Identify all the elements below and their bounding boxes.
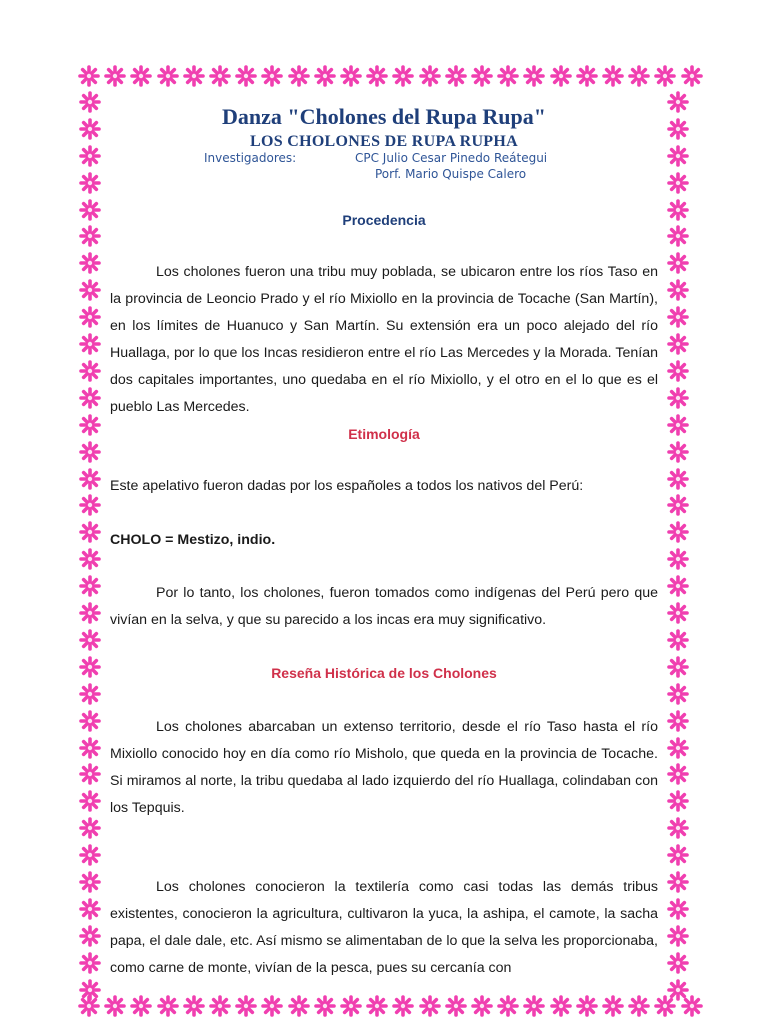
pink-asterisk-flower-icon [104, 995, 126, 1017]
pink-asterisk-flower-icon [523, 65, 545, 87]
flower-border-bottom [78, 994, 690, 1018]
pink-asterisk-flower-icon [79, 817, 101, 839]
paragraph-etimologia-2: Por lo tanto, los cholones, fueron tomados como indígenas del Perú pero que vivían en la selva, y que su parecido a los incas era muy significativo. [110, 585, 658, 628]
pink-asterisk-flower-icon [79, 172, 101, 194]
investigators-label: Investigadores: [204, 151, 297, 165]
pink-asterisk-flower-icon [602, 65, 624, 87]
pink-asterisk-flower-icon [667, 441, 689, 463]
flower-border-top [78, 64, 690, 88]
pink-asterisk-flower-icon [130, 995, 152, 1017]
document-subtitle: LOS CHOLONES DE RUPA RUPHA [250, 133, 518, 150]
pink-asterisk-flower-icon [667, 279, 689, 301]
paragraph-resena-1: Los cholones abarcaban un extenso territorio, desde el río Taso hasta el río Mixiollo conocido hoy en día como río Misholo, que queda en la provincia de Tocache. Si miramos al norte, la tribu quedaba al lado izquierdo del río Huallaga, colindaban con los Tepquis. [110, 719, 658, 816]
pink-asterisk-flower-icon [79, 306, 101, 328]
pink-asterisk-flower-icon [340, 65, 362, 87]
heading-procedencia: Procedencia [342, 212, 426, 228]
pink-asterisk-flower-icon [667, 494, 689, 516]
pink-asterisk-flower-icon [667, 225, 689, 247]
pink-asterisk-flower-icon [667, 871, 689, 893]
pink-asterisk-flower-icon [667, 817, 689, 839]
pink-asterisk-flower-icon [79, 387, 101, 409]
pink-asterisk-flower-icon [667, 898, 689, 920]
pink-asterisk-flower-icon [79, 602, 101, 624]
pink-asterisk-flower-icon [628, 65, 650, 87]
pink-asterisk-flower-icon [667, 710, 689, 732]
pink-asterisk-flower-icon [183, 65, 205, 87]
pink-asterisk-flower-icon [79, 710, 101, 732]
pink-asterisk-flower-icon [497, 65, 519, 87]
pink-asterisk-flower-icon [419, 65, 441, 87]
pink-asterisk-flower-icon [445, 995, 467, 1017]
pink-asterisk-flower-icon [235, 65, 257, 87]
document-title: Danza "Cholones del Rupa Rupa" [222, 104, 546, 129]
pink-asterisk-flower-icon [667, 521, 689, 543]
pink-asterisk-flower-icon [667, 360, 689, 382]
pink-asterisk-flower-icon [667, 252, 689, 274]
pink-asterisk-flower-icon [667, 575, 689, 597]
pink-asterisk-flower-icon [79, 898, 101, 920]
pink-asterisk-flower-icon [667, 790, 689, 812]
pink-asterisk-flower-icon [209, 995, 231, 1017]
pink-asterisk-flower-icon [157, 65, 179, 87]
pink-asterisk-flower-icon [667, 979, 689, 1001]
pink-asterisk-flower-icon [79, 468, 101, 490]
definition-cholo: CHOLO = Mestizo, indio. [110, 532, 276, 548]
pink-asterisk-flower-icon [667, 306, 689, 328]
pink-asterisk-flower-icon [314, 65, 336, 87]
pink-asterisk-flower-icon [667, 844, 689, 866]
pink-asterisk-flower-icon [667, 333, 689, 355]
pink-asterisk-flower-icon [667, 763, 689, 785]
pink-asterisk-flower-icon [314, 995, 336, 1017]
pink-asterisk-flower-icon [667, 387, 689, 409]
pink-asterisk-flower-icon [497, 995, 519, 1017]
pink-asterisk-flower-icon [667, 952, 689, 974]
pink-asterisk-flower-icon [79, 252, 101, 274]
pink-asterisk-flower-icon [79, 360, 101, 382]
pink-asterisk-flower-icon [261, 65, 283, 87]
pink-asterisk-flower-icon [288, 995, 310, 1017]
pink-asterisk-flower-icon [79, 333, 101, 355]
pink-asterisk-flower-icon [667, 925, 689, 947]
pink-asterisk-flower-icon [79, 575, 101, 597]
pink-asterisk-flower-icon [79, 979, 101, 1001]
pink-asterisk-flower-icon [667, 172, 689, 194]
pink-asterisk-flower-icon [79, 952, 101, 974]
pink-asterisk-flower-icon [419, 995, 441, 1017]
pink-asterisk-flower-icon [79, 279, 101, 301]
pink-asterisk-flower-icon [667, 683, 689, 705]
pink-asterisk-flower-icon [550, 995, 572, 1017]
pink-asterisk-flower-icon [667, 737, 689, 759]
pink-asterisk-flower-icon [445, 65, 467, 87]
pink-asterisk-flower-icon [104, 65, 126, 87]
pink-asterisk-flower-icon [602, 995, 624, 1017]
heading-resena: Reseña Histórica de los Cholones [271, 665, 497, 681]
pink-asterisk-flower-icon [471, 995, 493, 1017]
pink-asterisk-flower-icon [628, 995, 650, 1017]
pink-asterisk-flower-icon [550, 65, 572, 87]
paragraph-etimologia-1: Este apelativo fueron dadas por los españoles a todos los nativos del Perú: [110, 478, 584, 494]
pink-asterisk-flower-icon [667, 629, 689, 651]
pink-asterisk-flower-icon [79, 925, 101, 947]
pink-asterisk-flower-icon [340, 995, 362, 1017]
pink-asterisk-flower-icon [79, 629, 101, 651]
investigator-2: Porf. Mario Quispe Calero [375, 167, 527, 181]
pink-asterisk-flower-icon [667, 548, 689, 570]
pink-asterisk-flower-icon [79, 494, 101, 516]
pink-asterisk-flower-icon [130, 65, 152, 87]
pink-asterisk-flower-icon [366, 65, 388, 87]
pink-asterisk-flower-icon [79, 871, 101, 893]
pink-asterisk-flower-icon [235, 995, 257, 1017]
pink-asterisk-flower-icon [288, 65, 310, 87]
pink-asterisk-flower-icon [366, 995, 388, 1017]
pink-asterisk-flower-icon [79, 737, 101, 759]
pink-asterisk-flower-icon [183, 995, 205, 1017]
pink-asterisk-flower-icon [209, 65, 231, 87]
paragraph-procedencia: Los cholones fueron una tribu muy poblada, se ubicaron entre los ríos Taso en la provincia de Leoncio Prado y el río Mixiollo en la provincia de Tocache (San Martín), en los límites de Huanuco y San Martín. Su extensión era un poco alejado del río Huallaga, por lo que los Incas residieron entre el río Las Mercedes y la Morada. Tenían dos capitales importantes, uno quedaba en el río Mixiollo, y el otro en el lo que es el pueblo Las Mercedes. [110, 264, 658, 415]
pink-asterisk-flower-icon [79, 844, 101, 866]
pink-asterisk-flower-icon [79, 683, 101, 705]
paragraph-resena-2: Los cholones conocieron la textilería como casi todas las demás tribus existentes, conocieron la agricultura, cultivaron la yuca, la ashipa, el camote, la sacha papa, el dale dale, etc. Así mismo se alimentaban de lo que la selva les proporcionaba, como carne de monte, vivían de la pesca, pues su cercanía con [110, 879, 658, 976]
pink-asterisk-flower-icon [523, 995, 545, 1017]
flower-border-right [666, 64, 690, 1014]
pink-asterisk-flower-icon [79, 548, 101, 570]
pink-asterisk-flower-icon [261, 995, 283, 1017]
pink-asterisk-flower-icon [392, 65, 414, 87]
pink-asterisk-flower-icon [79, 225, 101, 247]
pink-asterisk-flower-icon [667, 602, 689, 624]
pink-asterisk-flower-icon [576, 65, 598, 87]
investigator-1: CPC Julio Cesar Pinedo Reátegui [355, 151, 548, 165]
heading-etimologia: Etimología [348, 426, 420, 442]
pink-asterisk-flower-icon [79, 521, 101, 543]
pink-asterisk-flower-icon [667, 468, 689, 490]
pink-asterisk-flower-icon [79, 763, 101, 785]
pink-asterisk-flower-icon [157, 995, 179, 1017]
pink-asterisk-flower-icon [576, 995, 598, 1017]
pink-asterisk-flower-icon [392, 995, 414, 1017]
flower-border-left [78, 64, 102, 1014]
pink-asterisk-flower-icon [79, 441, 101, 463]
pink-asterisk-flower-icon [471, 65, 493, 87]
pink-asterisk-flower-icon [79, 790, 101, 812]
